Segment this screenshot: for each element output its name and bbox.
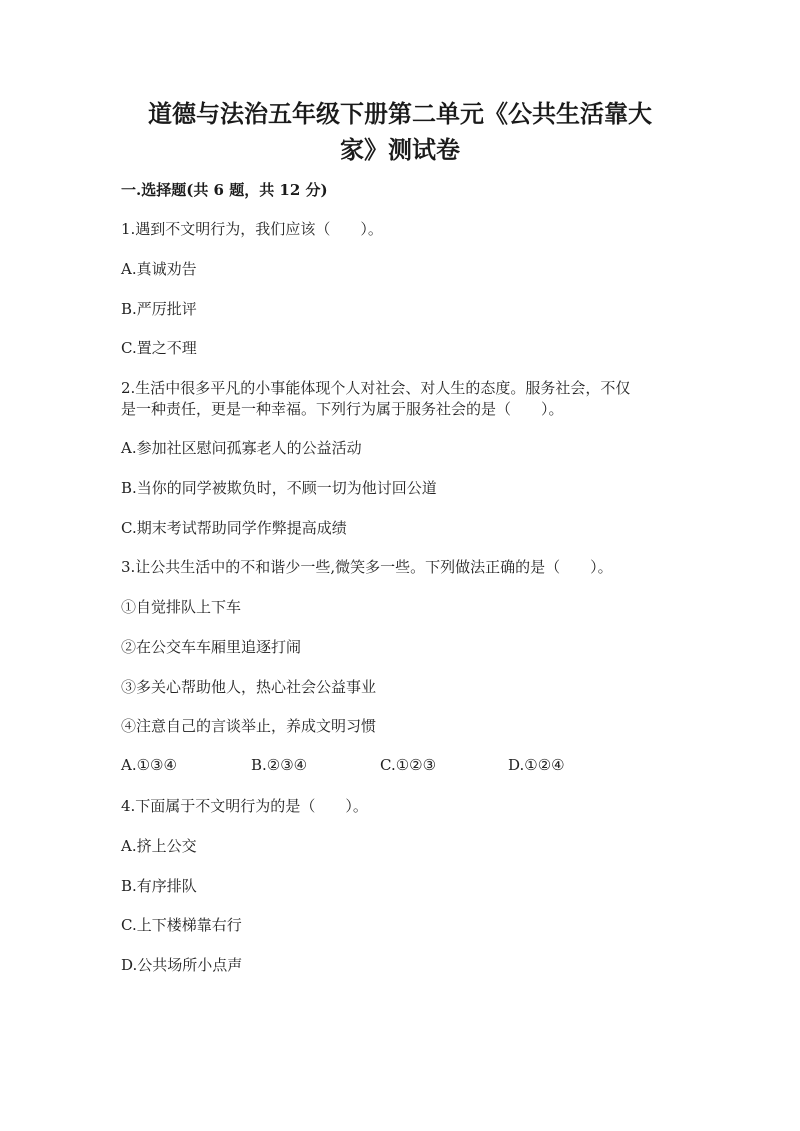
question-4-option-c: C.上下楼梯靠右行 — [121, 916, 242, 934]
question-3-options-row — [121, 756, 641, 776]
question-3-option-d: D.①②④ — [508, 756, 565, 774]
question-1-stem: 1.遇到不文明行为，我们应该（ ）。 — [121, 220, 383, 238]
question-1-option-c: C.置之不理 — [121, 339, 197, 357]
question-2-option-b: B.当你的同学被欺负时，不顾一切为他讨回公道 — [121, 479, 437, 497]
question-1-option-a: A.真诚劝告 — [121, 260, 197, 278]
question-4-option-d: D.公共场所小点声 — [121, 956, 243, 974]
question-4-option-a: A.挤上公交 — [121, 837, 197, 855]
section-heading: 一.选择题(共 6 题，共 12 分) — [121, 181, 328, 199]
title-line-1: 道德与法治五年级下册第二单元《公共生活靠大 — [148, 99, 652, 128]
question-2-stem-line-1: 2.生活中很多平凡的小事能体现个人对社会、对人生的态度。服务社会，不仅 — [121, 379, 631, 397]
page-title — [120, 96, 680, 168]
question-1-option-b: B.严厉批评 — [121, 300, 197, 318]
question-4-stem: 4.下面属于不文明行为的是（ ）。 — [121, 797, 368, 815]
question-3-option-b: B.②③④ — [251, 756, 308, 774]
question-3-stem: 3.让公共生活中的不和谐少一些,微笑多一些。下列做法正确的是（ ）。 — [121, 558, 613, 576]
question-2-option-a: A.参加社区慰问孤寡老人的公益活动 — [121, 439, 362, 457]
title-line-2: 家》测试卷 — [340, 135, 460, 164]
question-3-statement-1: ①自觉排队上下车 — [121, 598, 242, 616]
question-2-stem-line-2: 是一种责任，更是一种幸福。下列行为属于服务社会的是（ ）。 — [121, 400, 564, 418]
question-4-option-b: B.有序排队 — [121, 877, 197, 895]
question-3-option-c: C.①②③ — [380, 756, 437, 774]
question-3-statement-4: ④注意自己的言谈举止，养成文明习惯 — [121, 717, 377, 735]
question-2-option-c: C.期末考试帮助同学作弊提高成绩 — [121, 519, 347, 537]
question-3-statement-3: ③多关心帮助他人，热心社会公益事业 — [121, 678, 377, 696]
question-3-option-a: A.①③④ — [121, 756, 177, 774]
question-3-statement-2: ②在公交车车厢里追逐打闹 — [121, 638, 302, 656]
